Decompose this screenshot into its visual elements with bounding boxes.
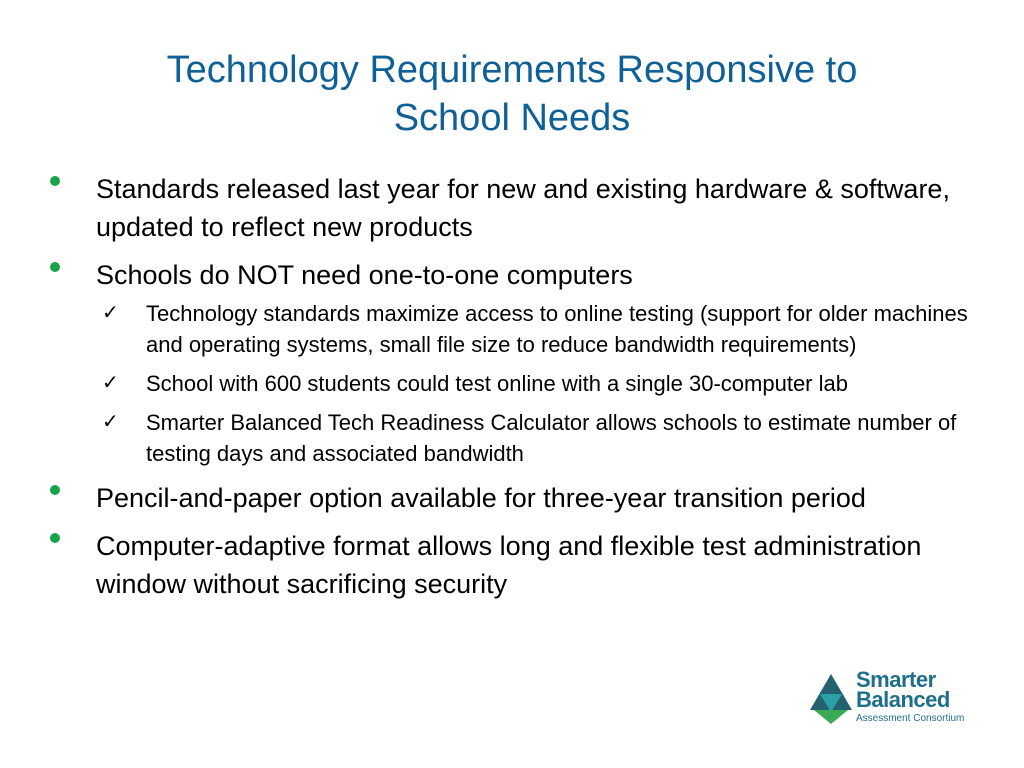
checkmark-icon: ✓ xyxy=(102,409,119,433)
title-line-1: Technology Requirements Responsive to xyxy=(166,49,858,91)
bullet-text: Schools do NOT need one-to-one computers xyxy=(96,260,633,290)
sub-bullet-list xyxy=(96,298,968,469)
bullet-text: Pencil-and-paper option available for three-year transition period xyxy=(96,483,866,513)
sub-bullet-text: Technology standards maximize access to online testing (support for older machines and operating systems, small file size to reduce bandwidth requirements) xyxy=(146,301,968,357)
bullet-dot-icon xyxy=(48,527,72,565)
bullet-item xyxy=(48,256,968,469)
bullet-item xyxy=(48,527,968,603)
checkmark-icon: ✓ xyxy=(102,300,119,324)
logo-line-2: Balanced xyxy=(856,687,950,712)
bullet-item xyxy=(48,170,968,246)
checkmark-icon: ✓ xyxy=(102,370,119,394)
slide-title xyxy=(60,46,964,142)
sub-bullet-item xyxy=(96,298,968,360)
logo-tagline: Assessment Consortium xyxy=(856,713,965,724)
logo-wordmark xyxy=(856,667,950,712)
bullet-text: Standards released last year for new and existing hardware & software, updated to reflect new products xyxy=(96,174,950,242)
triangle-logo-icon xyxy=(808,672,854,724)
bullet-dot-icon xyxy=(48,256,72,294)
bullet-list xyxy=(48,170,968,613)
logo-line-1: Smarter xyxy=(856,667,936,692)
bullet-dot-icon xyxy=(48,479,72,517)
bullet-item xyxy=(48,479,968,517)
title-line-2: School Needs xyxy=(393,97,631,139)
smarter-balanced-logo xyxy=(808,668,980,730)
sub-bullet-text: School with 600 students could test online with a single 30-computer lab xyxy=(146,371,848,396)
sub-bullet-text: Smarter Balanced Tech Readiness Calculator allows schools to estimate number of testing days and associated bandwidth xyxy=(146,410,957,466)
sub-bullet-item xyxy=(96,368,968,399)
bullet-text: Computer-adaptive format allows long and flexible test administration window without sacrificing security xyxy=(96,531,922,599)
sub-bullet-item xyxy=(96,407,968,469)
bullet-dot-icon xyxy=(48,170,72,208)
